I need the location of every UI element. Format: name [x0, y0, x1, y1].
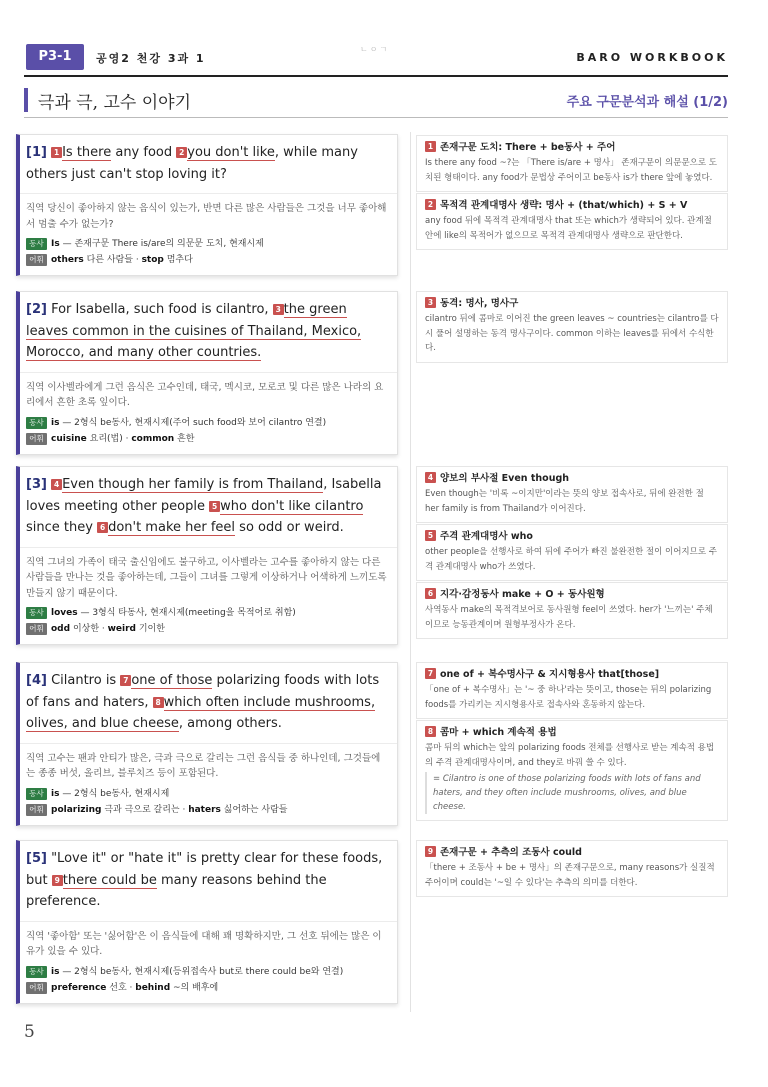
note-title: 목적격 관계대명사 생략: 명사 + (that/which) + S + V — [440, 200, 688, 211]
note-title: 동격: 명사, 명사구 — [440, 298, 519, 309]
text-run: , among others. — [178, 716, 282, 731]
column-divider — [410, 132, 411, 1012]
vocab-label: 어휘 — [26, 433, 47, 445]
vocab-desc: 다른 사람들 · — [83, 255, 142, 265]
verb-word: is — [51, 788, 60, 799]
sentence-card-4 — [16, 662, 398, 826]
vocab-row — [26, 431, 389, 447]
underlined-phrase: who don't like cilantro — [220, 498, 364, 514]
verb-label: 동사 — [26, 417, 47, 429]
vocab-desc: 기이한 — [136, 624, 165, 634]
unit-badge: P3-1 — [26, 44, 84, 70]
section-title: 주요 구문분석과 해설 (1/2) — [566, 95, 728, 110]
brand-label: BARO WORKBOOK — [576, 51, 728, 64]
text-run: , Isabella loves meeting other people — [26, 477, 382, 514]
note-body: 「one of + 복수명사」는 '~ 중 하나'라는 뜻이고, those는 뒤의 polarizing foods를 가리키는 지시형용사로 접속사와 혼동하지 않는다. — [425, 685, 712, 710]
verb-word: Is — [51, 239, 60, 249]
translation: 직역 '좋아함' 또는 '싫어함'은 이 음식들에 대해 꽤 명확하지만, 그 선호 뒤에는 많은 이유가 있을 수 있다. — [26, 930, 382, 957]
note-body: 「there + 조동사 + be + 명사」의 존재구문으로, many reasons가 실질적 주어이며 could는 '~일 수 있다'는 추측의 의미를 더한다. — [425, 863, 715, 888]
note-heading — [425, 668, 719, 682]
note-tag: 4 — [425, 472, 436, 483]
vocab-row — [26, 802, 389, 818]
title-rule — [24, 117, 728, 118]
underlined-phrase: Is there — [62, 145, 112, 160]
verb-desc: — 2형식 be동사, 현재시제 — [59, 788, 170, 799]
vocab-desc: 선호 · — [106, 982, 136, 993]
verb-row — [26, 964, 389, 980]
note-body: Is there any food ~?는 「There is/are + 명사」 존재구문이 의문문으로 도치된 형태이다. any food가 문법상 주어이고 be동사 is가 there 앞에 놓였다. — [425, 158, 718, 183]
note-tag: 4 — [51, 479, 62, 490]
underlined-phrase: don't make her feel — [108, 520, 236, 535]
underlined-phrase: one of those — [131, 673, 213, 688]
vocab-desc: 이상한 · — [70, 624, 108, 634]
vocab-desc: ~의 배후에 — [170, 982, 219, 993]
title-accent-bar — [24, 88, 28, 112]
note-title: 지각·감정동사 make + O + 동사원형 — [440, 589, 605, 600]
note-card-4 — [416, 466, 728, 523]
note-tag: 1 — [425, 141, 436, 152]
verb-label: 동사 — [26, 607, 47, 619]
vocab-desc: 멈추다 — [163, 255, 193, 265]
verb-word: is — [51, 417, 60, 428]
note-tag: 9 — [52, 875, 63, 886]
note-heading — [425, 472, 719, 486]
note-card-5 — [416, 524, 728, 581]
note-body: Even though는 '비록 ~이지만'이라는 뜻의 양보 접속사로, 뒤에 완전한 절 her family is from Thailand가 이어진다. — [425, 489, 704, 514]
sentence-card-1 — [16, 134, 398, 276]
sentence-text — [20, 135, 397, 193]
note-body: cilantro 뒤에 콤마로 이어진 the green leaves ~ countries는 cilantro를 다시 풀어 설명하는 동격 명사구이다. common 이하는 leaves를 뒤에서 수식한다. — [425, 314, 719, 353]
verb-label: 동사 — [26, 966, 47, 978]
sentence-text — [20, 663, 397, 743]
vocab-label: 어휘 — [26, 254, 47, 266]
note-tag: 2 — [176, 147, 187, 158]
sentence-card-5 — [16, 840, 398, 1004]
verb-desc: — 2형식 be동사, 현재시제(주어 such food와 보어 cilantro 연결) — [59, 417, 327, 428]
sentence-number: [4] — [26, 673, 47, 688]
page-title: 극과 극, 고수 이야기 — [38, 93, 191, 113]
note-card-1 — [416, 135, 728, 192]
vocab-desc: 흔한 — [174, 433, 195, 444]
note-body: 사역동사 make의 목적격보어로 동사원형 feel이 쓰였다. her가 '느끼는' 주체이므로 능동관계이며 원형부정사가 온다. — [425, 605, 713, 630]
note-title: 주격 관계대명사 who — [440, 531, 533, 542]
note-tag: 9 — [425, 846, 436, 857]
note-heading — [425, 530, 719, 544]
note-tag: 7 — [425, 668, 436, 679]
translation: 직역 고수는 팬과 안티가 많은, 극과 극으로 갈리는 그런 음식들 중 하나인데, 그것들에는 종종 버섯, 올리브, 블루치즈 등이 포함된다. — [26, 752, 381, 779]
note-body: 콤마 뒤의 which는 앞의 polarizing foods 전체를 선행사로 받는 계속적 용법의 주격 관계대명사이며, and they로 바꿔 쓸 수 있다. — [425, 743, 715, 768]
note-card-6 — [416, 582, 728, 639]
vocab-word: stop — [141, 255, 164, 265]
note-title: 콤마 + which 계속적 용법 — [440, 727, 557, 738]
vocab-word: odd — [51, 624, 71, 634]
verb-word: loves — [51, 608, 78, 618]
underlined-phrase: the green leaves common in the cuisines of Thailand, Mexico, Morocco, and many other countries. — [26, 302, 362, 360]
vocab-word: haters — [188, 804, 221, 815]
note-card-2 — [416, 193, 728, 250]
text-run: since they — [26, 520, 98, 535]
note-card-3 — [416, 291, 728, 363]
note-title: 양보의 부사절 Even though — [440, 473, 570, 484]
note-title: 존재구문 + 추측의 조동사 could — [440, 847, 582, 858]
note-tag: 6 — [425, 588, 436, 599]
note-card-8 — [416, 720, 728, 821]
note-tag: 8 — [153, 697, 164, 708]
note-tag: 7 — [120, 675, 131, 686]
note-heading — [425, 846, 719, 860]
note-tag: 2 — [425, 199, 436, 210]
header-mark: ㄴㅇㄱ — [360, 45, 390, 54]
note-tag: 8 — [425, 726, 436, 737]
vocab-row — [26, 980, 389, 996]
vocab-word: others — [51, 255, 84, 265]
verb-label: 동사 — [26, 238, 47, 250]
note-card-7 — [416, 662, 728, 719]
text-run: many reasons behind the preference. — [26, 872, 327, 909]
note-title: one of + 복수명사구 & 지시형용사 that[those] — [440, 669, 660, 680]
vocab-desc: 극과 극으로 갈리는 · — [101, 804, 189, 815]
translation-area — [20, 193, 397, 275]
vocab-word: cuisine — [51, 433, 87, 444]
note-heading — [425, 141, 719, 155]
note-tag: 5 — [209, 501, 220, 512]
sentence-text — [20, 292, 397, 372]
verb-desc: — 2형식 be동사, 현재시제(등위접속사 but로 there could be와 연결) — [59, 966, 344, 977]
sentence-text — [20, 841, 397, 921]
vocab-word: behind — [135, 982, 171, 993]
note-heading — [425, 199, 719, 213]
underlined-phrase: which often include mushrooms, olives, and blue cheese — [26, 694, 376, 731]
vocab-desc: 싫어하는 사람들 — [220, 804, 288, 815]
text-run: "Love it" or "hate it" is pretty clear for these foods, but — [26, 851, 383, 888]
page-number: 5 — [24, 1022, 35, 1042]
note-title: 존재구문 도치: There + be동사 + 주어 — [440, 142, 616, 153]
sentence-number: [3] — [26, 477, 47, 492]
vocab-label: 어휘 — [26, 623, 47, 635]
text-run: , while many others just can't stop loving it? — [26, 145, 358, 182]
sentence-number: [2] — [26, 302, 47, 317]
translation-area — [20, 372, 397, 454]
underlined-phrase: Even though her family is from Thailand — [62, 477, 324, 492]
vocab-desc: 요리(법) · — [86, 433, 132, 444]
translation: 직역 당신이 좋아하지 않는 음식이 있는가, 반면 다른 많은 사람들은 그것을 너무 좋아해서 멈출 수가 없는가? — [26, 203, 387, 230]
vocab-word: common — [131, 433, 175, 444]
sentence-number: [1] — [26, 145, 47, 160]
verb-label: 동사 — [26, 788, 47, 800]
note-heading — [425, 588, 719, 602]
vocab-word: weird — [107, 624, 136, 634]
verb-desc: — 3형식 타동사, 현재시제(meeting을 목적어로 취함) — [77, 608, 296, 618]
underlined-phrase: you don't like — [187, 145, 275, 160]
lesson-label: 공영2 천강 3과 1 — [96, 52, 206, 65]
vocab-word: preference — [51, 982, 107, 993]
underlined-phrase: there could be — [62, 872, 157, 888]
note-tag: 3 — [425, 297, 436, 308]
verb-word: is — [51, 966, 60, 977]
note-body: any food 뒤에 목적격 관계대명사 that 또는 which가 생략되어 있다. 관계절 안에 like의 목적어가 없으므로 목적격 관계대명사 생략으로 판단한다. — [425, 216, 712, 241]
text-run: polarizing foods with lots of fans and haters, — [26, 673, 380, 710]
text-run: any food — [111, 145, 177, 160]
sentence-card-3 — [16, 466, 398, 645]
header-rule — [24, 75, 728, 77]
translation-area — [20, 921, 397, 1003]
translation-area — [20, 743, 397, 825]
note-tag: 1 — [51, 147, 62, 158]
sentence-number: [5] — [26, 851, 47, 866]
note-example: = Cilantro is one of those polarizing foods with lots of fans and haters, and they often include mushrooms, olives, and blue cheese. — [425, 772, 719, 814]
vocab-word: polarizing — [51, 804, 102, 815]
text-run: For Isabella, such food is cilantro, — [46, 302, 273, 317]
text-run: Cilantro is — [46, 673, 121, 688]
translation: 직역 그녀의 가족이 태국 출신임에도 불구하고, 이사벨라는 고수를 좋아하지 않는 다른 사람들을 만나는 것을 좋아하는데, 그들이 그녀를 그렇게 이상하거나 어색하게 느끼도록 만들지 않기 때문이다. — [26, 556, 387, 599]
translation: 직역 이사벨라에게 그런 음식은 고수인데, 태국, 멕시코, 모로코 및 다른 많은 나라의 요리에서 흔한 초록 잎이다. — [26, 381, 384, 408]
note-tag: 6 — [97, 522, 108, 533]
translation-area — [20, 547, 397, 645]
note-tag: 5 — [425, 530, 436, 541]
note-tag: 3 — [273, 304, 284, 315]
vocab-row — [26, 252, 389, 268]
verb-row — [26, 605, 389, 621]
text-run: so odd or weird. — [235, 520, 344, 535]
note-body: other people을 선행사로 하여 뒤에 주어가 빠진 불완전한 절이 이어지므로 주격 관계대명사 who가 쓰였다. — [425, 547, 717, 572]
vocab-row — [26, 621, 389, 637]
note-heading — [425, 297, 719, 311]
vocab-label: 어휘 — [26, 804, 47, 816]
note-heading — [425, 726, 719, 740]
sentence-card-2 — [16, 291, 398, 455]
verb-row — [26, 236, 389, 252]
verb-desc: — 존재구문 There is/are의 의문문 도치, 현재시제 — [59, 239, 264, 249]
verb-row — [26, 786, 389, 802]
vocab-label: 어휘 — [26, 982, 47, 994]
verb-row — [26, 415, 389, 431]
note-card-9 — [416, 840, 728, 897]
sentence-text — [20, 467, 397, 547]
